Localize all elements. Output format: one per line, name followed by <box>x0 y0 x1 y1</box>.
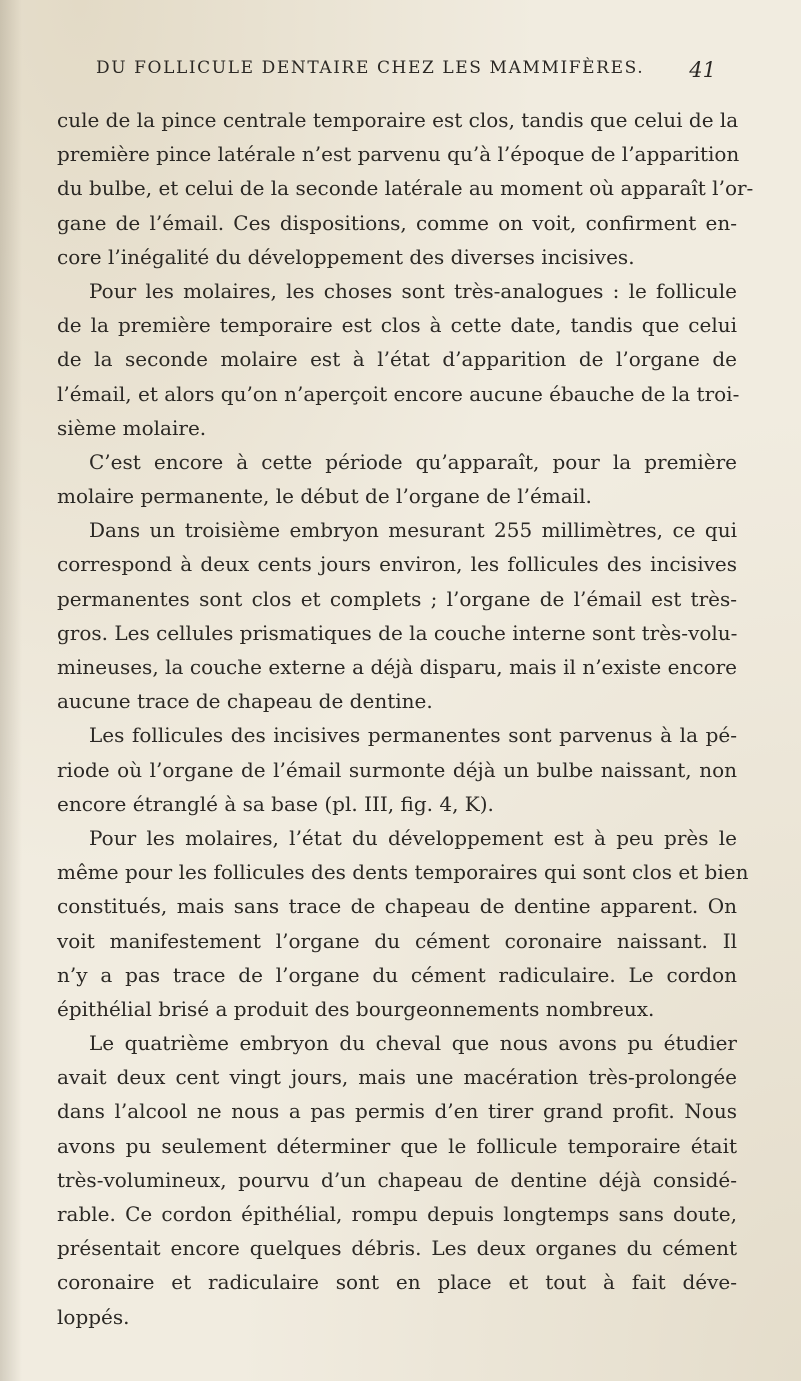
text-line: Dans un troisième embryon mesurant 255 millimètres, ce qui <box>89 518 737 543</box>
text-line: Pour les molaires, les choses sont très-analogues : le follicule <box>89 278 737 303</box>
text-line: même pour les follicules des dents temporaires qui sont clos et bien <box>57 860 749 885</box>
text-line: encore étranglé à sa base (pl. III, fig. 4, K). <box>57 791 494 816</box>
text-line: n’y a pas trace de l’organe du cément radiculaire. Le cordon <box>57 962 737 987</box>
text-line: loppés. <box>57 1304 130 1329</box>
text-line: cule de la pince centrale temporaire est clos, tandis que celui de la <box>57 108 739 132</box>
text-line: constitués, mais sans trace de chapeau de dentine apparent. On <box>57 894 737 919</box>
text-line: l’émail, et alors qu’on n’aperçoit encore aucune ébauche de la troi- <box>57 381 740 406</box>
text-line: de la seconde molaire est à l’état d’apparition de l’organe de <box>57 347 737 372</box>
text-line: présentait encore quelques débris. Les deux organes du cément <box>57 1236 737 1261</box>
running-head <box>96 58 716 88</box>
text-line: avait deux cent vingt jours, mais une macération très-prolongée <box>57 1065 737 1090</box>
text-line: coronaire et radiculaire sont en place et tout à fait déve- <box>57 1270 737 1295</box>
text-line: de la première temporaire est clos à cette date, tandis que celui <box>57 313 737 338</box>
text-line: riode où l’organe de l’émail surmonte déjà un bulbe naissant, non <box>57 757 737 782</box>
text-line: dans l’alcool ne nous a pas permis d’en tirer grand profit. Nous <box>57 1099 737 1124</box>
text-line: Le quatrième embryon du cheval que nous avons pu étudier <box>89 1031 737 1056</box>
text-line: permanentes sont clos et complets ; l’organe de l’émail est très- <box>57 586 737 611</box>
text-line: aucune trace de chapeau de dentine. <box>57 689 433 714</box>
page-number: 41 <box>689 58 716 82</box>
text-line: rable. Ce cordon épithélial, rompu depuis longtemps sans doute, <box>57 1202 737 1226</box>
text-line: molaire permanente, le début de l’organe de l’émail. <box>57 484 592 509</box>
text-line: correspond à deux cents jours environ, les follicules des incisives <box>57 552 737 577</box>
text-line: sième molaire. <box>57 415 207 440</box>
text-line: core l’inégalité du développement des diverses incisives. <box>57 244 635 269</box>
text-line: gane de l’émail. Ces dispositions, comme on voit, confirment en- <box>57 210 737 235</box>
text-line: Pour les molaires, l’état du développement est à peu près le <box>89 825 737 850</box>
spine-shadow <box>0 0 22 1381</box>
text-line: du bulbe, et celui de la seconde latérale au moment où apparaît l’or- <box>57 176 754 201</box>
text-line: première pince latérale n’est parvenu qu’à l’époque de l’apparition <box>57 142 740 167</box>
text-line: voit manifestement l’organe du cément coronaire naissant. Il <box>57 928 737 953</box>
text-line: très-volumineux, pourvu d’un chapeau de dentine déjà considé- <box>57 1167 737 1192</box>
text-line: épithélial brisé a produit des bourgeonnements nombreux. <box>57 996 655 1021</box>
text-line: avons pu seulement déterminer que le follicule temporaire était <box>57 1133 737 1158</box>
text-line: mineuses, la couche externe a déjà disparu, mais il n’existe encore <box>57 655 737 679</box>
text-line: gros. Les cellules prismatiques de la couche interne sont très-volu- <box>57 620 738 645</box>
running-title: DU FOLLICULE DENTAIRE CHEZ LES MAMMIFÈRES. <box>96 58 645 78</box>
body-text <box>57 103 754 1334</box>
text-line: Les follicules des incisives permanentes sont parvenus à la pé- <box>89 723 737 748</box>
text-line: C’est encore à cette période qu’apparaît, pour la première <box>89 449 737 474</box>
